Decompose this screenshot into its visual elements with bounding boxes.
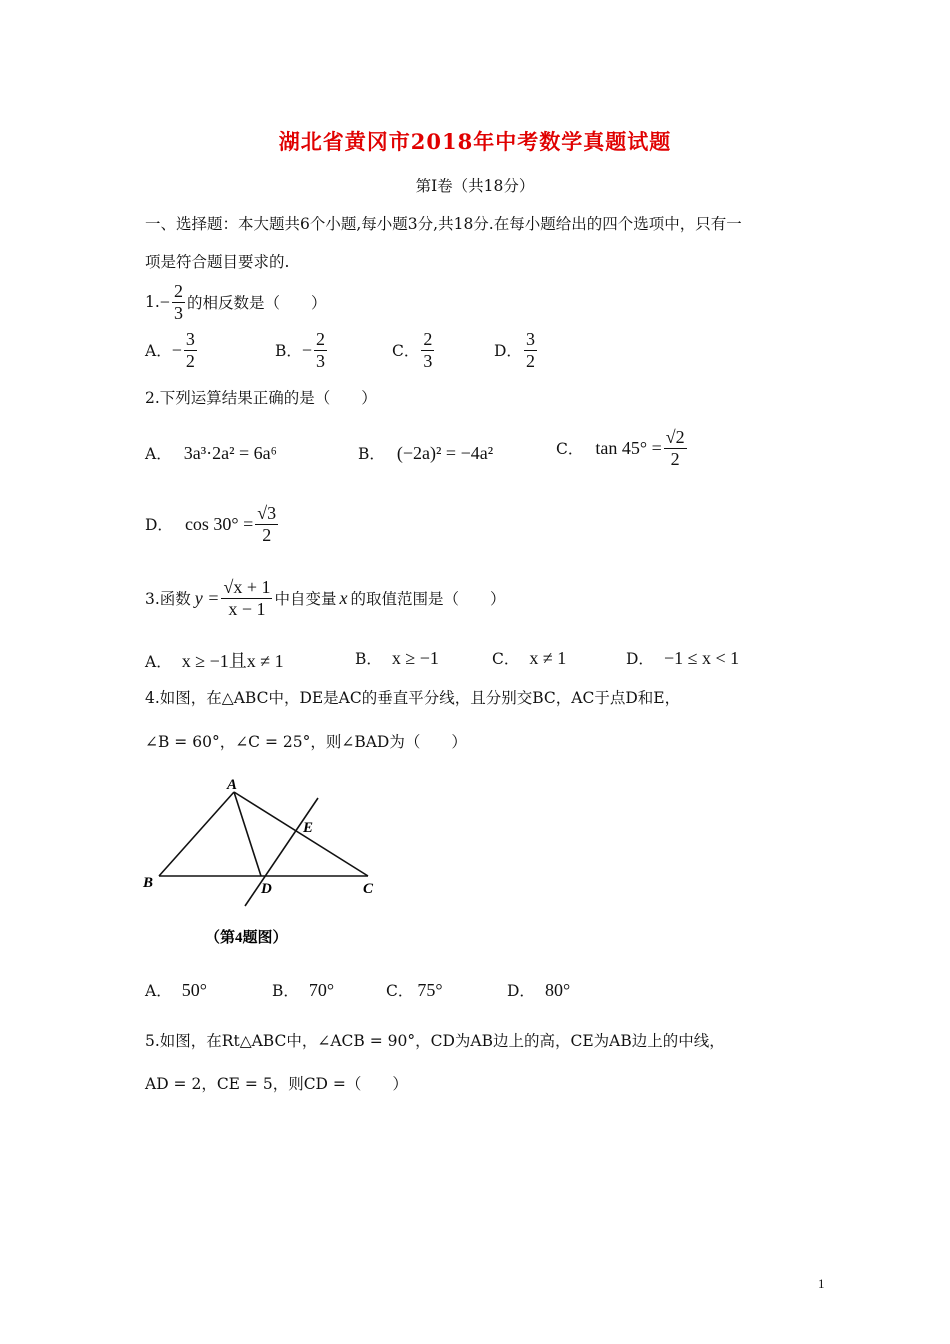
q2-option-c[interactable] <box>556 428 689 469</box>
option-label: A． <box>145 342 172 361</box>
option-label: A． <box>145 445 172 463</box>
fraction-bottom: 2 <box>185 350 195 371</box>
q2-option-a[interactable] <box>145 442 277 464</box>
option-label: B． <box>272 982 299 1000</box>
question-4-line-1: 4.如图，在△ABC中，DE是AC的垂直平分线，且分别交BC，AC于点D和E， <box>145 689 681 707</box>
label-d: D <box>261 881 272 897</box>
label-e: E <box>303 820 314 836</box>
option-fraction <box>524 330 537 371</box>
option-label: D． <box>494 342 522 361</box>
option-fraction <box>314 330 327 371</box>
option-label: C． <box>556 440 584 459</box>
q1-option-d[interactable] <box>494 330 539 371</box>
option-label: C． <box>392 342 420 361</box>
fraction-top: 2 <box>316 329 326 349</box>
page-number: 1 <box>818 1276 825 1291</box>
q3-variable: x <box>339 587 348 608</box>
q3-fraction <box>221 578 272 619</box>
section-heading: 第Ⅰ卷（共18分） <box>415 177 535 195</box>
option-text: x ≥ −1 <box>391 648 439 668</box>
segment-ab <box>159 792 234 876</box>
q1-option-b[interactable] <box>275 330 329 371</box>
option-lhs: cos 30° = <box>184 513 254 534</box>
q3-suffix-2: 的取值范围是（ ） <box>350 590 506 609</box>
fraction-top: √2 <box>665 427 685 447</box>
q3-option-c[interactable] <box>492 647 566 669</box>
option-text: 80° <box>544 980 571 1000</box>
q4-triangle-figure <box>135 768 395 958</box>
option-label: C． <box>386 982 414 1000</box>
option-sign: − <box>171 339 182 360</box>
fraction-bottom: x − 1 <box>228 598 266 619</box>
question-4-line-2: ∠B = 60°，∠C = 25°，则∠BAD为（ ） <box>145 733 467 751</box>
q2-option-b[interactable] <box>358 442 493 464</box>
q1-fraction-top: 2 <box>173 281 183 301</box>
option-label: D． <box>626 650 654 668</box>
option-fraction <box>421 330 434 371</box>
document-title: 湖北省黄冈市2018年中考数学真题试题 <box>278 129 672 154</box>
fraction-bottom: 2 <box>262 524 272 545</box>
option-label: B． <box>275 342 302 361</box>
option-text: 75° <box>417 980 443 1000</box>
fraction-top: √x + 1 <box>223 577 271 597</box>
q4-option-c[interactable] <box>386 979 443 1001</box>
q2-option-d[interactable] <box>145 504 280 545</box>
option-fraction <box>664 428 687 469</box>
perpendicular-bisector-de <box>245 798 318 906</box>
option-text: x ≠ 1 <box>529 648 567 668</box>
segment-ad <box>234 792 261 876</box>
option-label: B． <box>355 650 382 668</box>
option-fraction <box>184 330 197 371</box>
option-text: −1 ≤ x < 1 <box>663 648 740 668</box>
fraction-bottom: 3 <box>316 350 326 371</box>
fraction-top: 2 <box>423 329 433 349</box>
label-a: A <box>227 777 238 793</box>
option-text: x ≥ −1且x ≠ 1 <box>181 651 284 671</box>
fraction-top: 3 <box>525 329 535 349</box>
label-b: B <box>143 875 154 891</box>
q1-options <box>145 330 705 376</box>
option-lhs: tan 45° = <box>595 437 662 458</box>
q4-option-a[interactable] <box>145 979 207 1001</box>
q3-prefix: 3.函数 <box>145 590 191 609</box>
fraction-bottom: 2 <box>525 350 535 371</box>
instructions-line-1: 一、选择题：本大题共6个小题,每小题3分,共18分.在每小题给出的四个选项中，只有一 <box>145 215 742 233</box>
q3-option-d[interactable] <box>626 647 739 669</box>
q1-option-c[interactable] <box>392 330 436 371</box>
question-5-line-2: AD = 2，CE = 5，则CD =（ ） <box>145 1075 408 1093</box>
fraction-top: √3 <box>257 503 277 523</box>
question-5-line-1: 5.如图，在Rt△ABC中，∠ACB = 90°，CD为AB边上的高，CE为AB边上的中线， <box>145 1032 725 1050</box>
option-expression: 3a³·2a² = 6a⁶ <box>183 442 277 463</box>
q4-option-d[interactable] <box>507 979 570 1001</box>
option-label: A． <box>145 982 172 1000</box>
option-fraction <box>255 504 278 545</box>
option-label: D． <box>145 516 173 535</box>
option-sign: − <box>301 339 313 360</box>
label-c: C <box>363 881 374 897</box>
fraction-top: 3 <box>185 329 195 349</box>
q1-sign: − <box>159 291 170 312</box>
fraction-bottom: 3 <box>423 350 433 371</box>
q4-option-b[interactable] <box>272 979 334 1001</box>
q3-option-a[interactable] <box>145 647 284 673</box>
question-2-stem: 2.下列运算结果正确的是（ ） <box>145 389 377 407</box>
option-text: 70° <box>308 980 335 1000</box>
question-3 <box>145 578 506 619</box>
option-label: B． <box>358 445 385 463</box>
q1-fraction <box>172 282 185 323</box>
option-label: C． <box>492 650 520 668</box>
q1-number: 1. <box>145 293 160 312</box>
figure-caption: （第4题图） <box>205 930 288 946</box>
option-label: D． <box>507 982 535 1000</box>
option-label: A． <box>145 653 172 671</box>
q1-option-a[interactable] <box>145 330 199 371</box>
question-1 <box>145 282 326 323</box>
segment-ac <box>234 792 368 876</box>
q1-stem: 的相反数是（ ） <box>186 294 327 313</box>
option-text: 50° <box>181 980 207 1000</box>
option-expression: (−2a)² = −4a² <box>396 442 494 463</box>
q1-fraction-bottom: 3 <box>173 302 183 323</box>
q3-lhs: y = <box>194 587 220 608</box>
fraction-bottom: 2 <box>670 448 680 469</box>
q3-option-b[interactable] <box>355 647 439 669</box>
q3-suffix: 中自变量 <box>274 590 337 609</box>
instructions-line-2: 项是符合题目要求的. <box>145 253 290 271</box>
